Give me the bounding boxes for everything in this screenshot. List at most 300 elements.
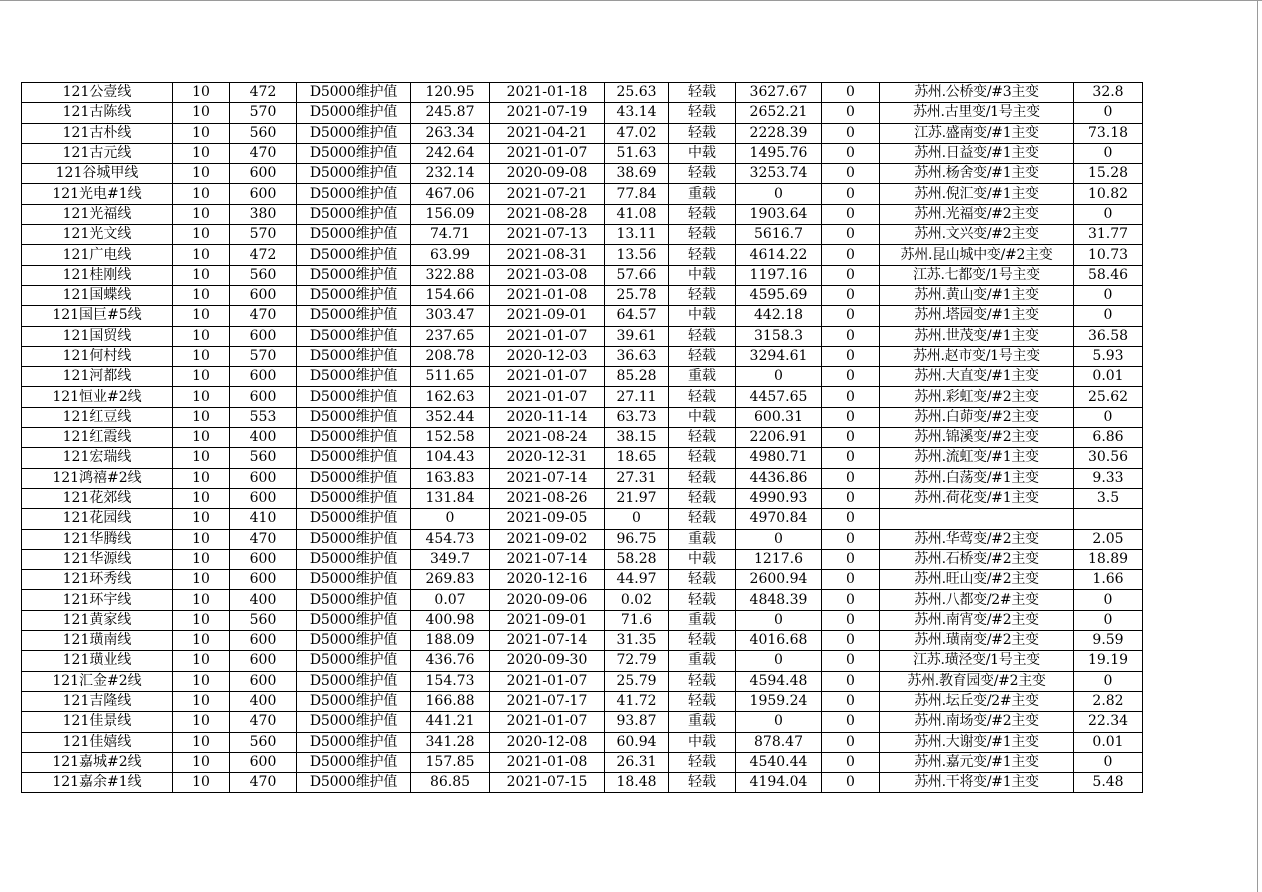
line-name-cell: 121吉隆线	[22, 691, 173, 711]
voltage-cell: 10	[173, 773, 230, 793]
date-cell: 2021-07-13	[490, 225, 605, 245]
remaining-cell: 4595.69	[736, 285, 822, 305]
capacity-cell: 600	[230, 631, 297, 651]
remaining-cell: 4457.65	[736, 387, 822, 407]
value-cell: 74.71	[411, 225, 490, 245]
date-cell: 2021-01-08	[490, 285, 605, 305]
capacity-cell: 600	[230, 752, 297, 772]
voltage-cell: 10	[173, 184, 230, 204]
value-cell: 104.43	[411, 448, 490, 468]
ratio-cell: 39.61	[605, 326, 669, 346]
flag-cell: 0	[822, 346, 880, 366]
ratio-cell: 43.14	[605, 103, 669, 123]
value-cell: 467.06	[411, 184, 490, 204]
number-cell: 10.73	[1074, 245, 1143, 265]
flag-cell: 0	[822, 83, 880, 103]
substation-cell: 苏州.世茂变/#1主变	[880, 326, 1074, 346]
flag-cell: 0	[822, 752, 880, 772]
table-row	[22, 204, 1143, 224]
type-cell: D5000维护值	[297, 509, 411, 529]
flag-cell: 0	[822, 712, 880, 732]
table-row	[22, 367, 1143, 387]
voltage-cell: 10	[173, 326, 230, 346]
substation-cell: 江苏.七都变/1号主变	[880, 265, 1074, 285]
status-cell: 中载	[669, 143, 736, 163]
substation-cell: 苏州.坛丘变/2#主变	[880, 691, 1074, 711]
line-name-cell: 121华源线	[22, 549, 173, 569]
voltage-cell: 10	[173, 448, 230, 468]
ratio-cell: 93.87	[605, 712, 669, 732]
substation-cell: 苏州.华莺变/#2主变	[880, 529, 1074, 549]
value-cell: 232.14	[411, 164, 490, 184]
table-row	[22, 123, 1143, 143]
type-cell: D5000维护值	[297, 691, 411, 711]
value-cell: 352.44	[411, 407, 490, 427]
flag-cell: 0	[822, 265, 880, 285]
date-cell: 2021-07-14	[490, 549, 605, 569]
flag-cell: 0	[822, 590, 880, 610]
table-row	[22, 610, 1143, 630]
date-cell: 2021-07-19	[490, 103, 605, 123]
value-cell: 157.85	[411, 752, 490, 772]
type-cell: D5000维护值	[297, 468, 411, 488]
remaining-cell: 3294.61	[736, 346, 822, 366]
table-row	[22, 164, 1143, 184]
capacity-cell: 553	[230, 407, 297, 427]
value-cell: 269.83	[411, 570, 490, 590]
voltage-cell: 10	[173, 468, 230, 488]
ratio-cell: 47.02	[605, 123, 669, 143]
date-cell: 2021-01-07	[490, 326, 605, 346]
table-body	[22, 83, 1143, 793]
type-cell: D5000维护值	[297, 83, 411, 103]
table-row	[22, 590, 1143, 610]
flag-cell: 0	[822, 164, 880, 184]
substation-cell: 苏州.倪汇变/#1主变	[880, 184, 1074, 204]
value-cell: 436.76	[411, 651, 490, 671]
table-row	[22, 428, 1143, 448]
page-top-border	[0, 0, 1262, 1]
remaining-cell: 3158.3	[736, 326, 822, 346]
flag-cell: 0	[822, 143, 880, 163]
date-cell: 2021-07-14	[490, 468, 605, 488]
capacity-cell: 560	[230, 610, 297, 630]
line-name-cell: 121佳嬉线	[22, 732, 173, 752]
type-cell: D5000维护值	[297, 265, 411, 285]
capacity-cell: 600	[230, 326, 297, 346]
substation-cell: 苏州.公桥变/#3主变	[880, 83, 1074, 103]
status-cell: 中载	[669, 732, 736, 752]
type-cell: D5000维护值	[297, 306, 411, 326]
type-cell: D5000维护值	[297, 204, 411, 224]
substation-cell: 苏州.白茆变/#2主变	[880, 407, 1074, 427]
ratio-cell: 0.02	[605, 590, 669, 610]
line-name-cell: 121璜业线	[22, 651, 173, 671]
type-cell: D5000维护值	[297, 367, 411, 387]
remaining-cell: 442.18	[736, 306, 822, 326]
number-cell: 3.5	[1074, 488, 1143, 508]
ratio-cell: 13.56	[605, 245, 669, 265]
number-cell: 0	[1074, 671, 1143, 691]
table-row	[22, 752, 1143, 772]
voltage-cell: 10	[173, 610, 230, 630]
remaining-cell: 600.31	[736, 407, 822, 427]
flag-cell: 0	[822, 488, 880, 508]
capacity-cell: 400	[230, 590, 297, 610]
status-cell: 轻载	[669, 752, 736, 772]
line-name-cell: 121广电线	[22, 245, 173, 265]
flag-cell: 0	[822, 367, 880, 387]
voltage-cell: 10	[173, 306, 230, 326]
line-name-cell: 121汇金#2线	[22, 671, 173, 691]
table-row	[22, 712, 1143, 732]
remaining-cell: 4540.44	[736, 752, 822, 772]
table-row	[22, 245, 1143, 265]
flag-cell: 0	[822, 610, 880, 630]
number-cell: 6.86	[1074, 428, 1143, 448]
ratio-cell: 38.69	[605, 164, 669, 184]
flag-cell: 0	[822, 326, 880, 346]
number-cell: 22.34	[1074, 712, 1143, 732]
ratio-cell: 77.84	[605, 184, 669, 204]
status-cell: 重载	[669, 184, 736, 204]
flag-cell: 0	[822, 407, 880, 427]
voltage-cell: 10	[173, 732, 230, 752]
status-cell: 中载	[669, 265, 736, 285]
ratio-cell: 27.31	[605, 468, 669, 488]
status-cell: 中载	[669, 306, 736, 326]
remaining-cell: 1959.24	[736, 691, 822, 711]
substation-cell	[880, 509, 1074, 529]
status-cell: 轻载	[669, 468, 736, 488]
flag-cell: 0	[822, 671, 880, 691]
line-name-cell: 121嘉城#2线	[22, 752, 173, 772]
substation-cell: 苏州.大谢变/#1主变	[880, 732, 1074, 752]
status-cell: 重载	[669, 651, 736, 671]
flag-cell: 0	[822, 773, 880, 793]
number-cell: 2.82	[1074, 691, 1143, 711]
type-cell: D5000维护值	[297, 326, 411, 346]
type-cell: D5000维护值	[297, 488, 411, 508]
type-cell: D5000维护值	[297, 346, 411, 366]
voltage-cell: 10	[173, 488, 230, 508]
value-cell: 154.66	[411, 285, 490, 305]
line-name-cell: 121何村线	[22, 346, 173, 366]
capacity-cell: 470	[230, 143, 297, 163]
value-cell: 454.73	[411, 529, 490, 549]
line-name-cell: 121国巨#5线	[22, 306, 173, 326]
date-cell: 2021-01-08	[490, 752, 605, 772]
value-cell: 188.09	[411, 631, 490, 651]
capacity-cell: 470	[230, 712, 297, 732]
value-cell: 120.95	[411, 83, 490, 103]
ratio-cell: 21.97	[605, 488, 669, 508]
substation-cell: 苏州.嘉元变/#1主变	[880, 752, 1074, 772]
flag-cell: 0	[822, 509, 880, 529]
type-cell: D5000维护值	[297, 225, 411, 245]
table-row	[22, 306, 1143, 326]
value-cell: 341.28	[411, 732, 490, 752]
status-cell: 轻载	[669, 590, 736, 610]
date-cell: 2020-09-06	[490, 590, 605, 610]
number-cell: 0	[1074, 610, 1143, 630]
substation-cell: 苏州.赵市变/1号主变	[880, 346, 1074, 366]
remaining-cell: 4614.22	[736, 245, 822, 265]
value-cell: 322.88	[411, 265, 490, 285]
capacity-cell: 600	[230, 671, 297, 691]
table-row	[22, 488, 1143, 508]
capacity-cell: 600	[230, 488, 297, 508]
date-cell: 2021-07-17	[490, 691, 605, 711]
line-name-cell: 121环秀线	[22, 570, 173, 590]
remaining-cell: 2228.39	[736, 123, 822, 143]
line-name-cell: 121光文线	[22, 225, 173, 245]
status-cell: 轻载	[669, 225, 736, 245]
ratio-cell: 27.11	[605, 387, 669, 407]
flag-cell: 0	[822, 306, 880, 326]
table-row	[22, 651, 1143, 671]
voltage-cell: 10	[173, 631, 230, 651]
remaining-cell: 0	[736, 367, 822, 387]
capacity-cell: 470	[230, 773, 297, 793]
type-cell: D5000维护值	[297, 407, 411, 427]
capacity-cell: 600	[230, 285, 297, 305]
substation-cell: 苏州.黄山变/#1主变	[880, 285, 1074, 305]
flag-cell: 0	[822, 468, 880, 488]
capacity-cell: 600	[230, 164, 297, 184]
number-cell: 15.28	[1074, 164, 1143, 184]
line-name-cell: 121红霞线	[22, 428, 173, 448]
voltage-cell: 10	[173, 245, 230, 265]
ratio-cell: 18.48	[605, 773, 669, 793]
date-cell: 2021-08-28	[490, 204, 605, 224]
value-cell: 0.07	[411, 590, 490, 610]
value-cell: 263.34	[411, 123, 490, 143]
voltage-cell: 10	[173, 204, 230, 224]
line-name-cell: 121古陈线	[22, 103, 173, 123]
line-name-cell: 121谷城甲线	[22, 164, 173, 184]
status-cell: 重载	[669, 367, 736, 387]
number-cell: 0	[1074, 407, 1143, 427]
ratio-cell: 44.97	[605, 570, 669, 590]
line-name-cell: 121华腾线	[22, 529, 173, 549]
capacity-cell: 560	[230, 732, 297, 752]
number-cell: 9.33	[1074, 468, 1143, 488]
ratio-cell: 41.08	[605, 204, 669, 224]
number-cell: 0	[1074, 285, 1143, 305]
date-cell: 2021-01-07	[490, 367, 605, 387]
ratio-cell: 25.63	[605, 83, 669, 103]
capacity-cell: 570	[230, 225, 297, 245]
voltage-cell: 10	[173, 712, 230, 732]
number-cell: 9.59	[1074, 631, 1143, 651]
remaining-cell: 4990.93	[736, 488, 822, 508]
type-cell: D5000维护值	[297, 428, 411, 448]
status-cell: 轻载	[669, 387, 736, 407]
substation-cell: 苏州.文兴变/#2主变	[880, 225, 1074, 245]
capacity-cell: 600	[230, 651, 297, 671]
substation-cell: 苏州.塔园变/#1主变	[880, 306, 1074, 326]
flag-cell: 0	[822, 103, 880, 123]
value-cell: 400.98	[411, 610, 490, 630]
voltage-cell: 10	[173, 651, 230, 671]
ratio-cell: 36.63	[605, 346, 669, 366]
line-name-cell: 121环宇线	[22, 590, 173, 610]
status-cell: 轻载	[669, 631, 736, 651]
voltage-cell: 10	[173, 509, 230, 529]
number-cell: 0	[1074, 752, 1143, 772]
remaining-cell: 4194.04	[736, 773, 822, 793]
table-row	[22, 773, 1143, 793]
voltage-cell: 10	[173, 428, 230, 448]
substation-cell: 苏州.杨舍变/#1主变	[880, 164, 1074, 184]
value-cell: 63.99	[411, 245, 490, 265]
line-name-cell: 121恒业#2线	[22, 387, 173, 407]
ratio-cell: 85.28	[605, 367, 669, 387]
table-row	[22, 671, 1143, 691]
ratio-cell: 26.31	[605, 752, 669, 772]
value-cell: 245.87	[411, 103, 490, 123]
flag-cell: 0	[822, 225, 880, 245]
substation-cell: 苏州.旺山变/#2主变	[880, 570, 1074, 590]
remaining-cell: 1495.76	[736, 143, 822, 163]
substation-cell: 苏州.南宵变/#2主变	[880, 610, 1074, 630]
number-cell: 0	[1074, 204, 1143, 224]
number-cell: 1.66	[1074, 570, 1143, 590]
remaining-cell: 0	[736, 651, 822, 671]
remaining-cell: 878.47	[736, 732, 822, 752]
ratio-cell: 25.78	[605, 285, 669, 305]
number-cell: 0	[1074, 103, 1143, 123]
voltage-cell: 10	[173, 225, 230, 245]
substation-cell: 苏州.璜南变/#2主变	[880, 631, 1074, 651]
table-row	[22, 468, 1143, 488]
number-cell: 18.89	[1074, 549, 1143, 569]
date-cell: 2021-04-21	[490, 123, 605, 143]
number-cell: 0	[1074, 306, 1143, 326]
date-cell: 2021-07-21	[490, 184, 605, 204]
value-cell: 152.58	[411, 428, 490, 448]
status-cell: 重载	[669, 529, 736, 549]
capacity-cell: 400	[230, 691, 297, 711]
number-cell: 0	[1074, 590, 1143, 610]
date-cell: 2021-01-07	[490, 143, 605, 163]
table-row	[22, 265, 1143, 285]
substation-cell: 苏州.荷花变/#1主变	[880, 488, 1074, 508]
ratio-cell: 58.28	[605, 549, 669, 569]
flag-cell: 0	[822, 570, 880, 590]
substation-cell: 苏州.大直变/#1主变	[880, 367, 1074, 387]
remaining-cell: 0	[736, 712, 822, 732]
type-cell: D5000维护值	[297, 610, 411, 630]
line-name-cell: 121花园线	[22, 509, 173, 529]
line-name-cell: 121桂刚线	[22, 265, 173, 285]
status-cell: 重载	[669, 712, 736, 732]
value-cell: 303.47	[411, 306, 490, 326]
type-cell: D5000维护值	[297, 143, 411, 163]
date-cell: 2021-01-07	[490, 387, 605, 407]
substation-cell: 苏州.南场变/#2主变	[880, 712, 1074, 732]
line-name-cell: 121公壹线	[22, 83, 173, 103]
capacity-cell: 410	[230, 509, 297, 529]
type-cell: D5000维护值	[297, 631, 411, 651]
remaining-cell: 1197.16	[736, 265, 822, 285]
status-cell: 重载	[669, 610, 736, 630]
table-row	[22, 509, 1143, 529]
ratio-cell: 63.73	[605, 407, 669, 427]
ratio-cell: 25.79	[605, 671, 669, 691]
value-cell: 511.65	[411, 367, 490, 387]
date-cell: 2021-01-18	[490, 83, 605, 103]
capacity-cell: 600	[230, 468, 297, 488]
ratio-cell: 64.57	[605, 306, 669, 326]
remaining-cell: 2600.94	[736, 570, 822, 590]
line-name-cell: 121花郊线	[22, 488, 173, 508]
value-cell: 163.83	[411, 468, 490, 488]
date-cell: 2021-07-15	[490, 773, 605, 793]
date-cell: 2021-08-26	[490, 488, 605, 508]
capacity-cell: 472	[230, 83, 297, 103]
flag-cell: 0	[822, 428, 880, 448]
table-row	[22, 549, 1143, 569]
date-cell: 2021-09-02	[490, 529, 605, 549]
substation-cell: 苏州.昆山城中变/#2主变	[880, 245, 1074, 265]
number-cell: 2.05	[1074, 529, 1143, 549]
flag-cell: 0	[822, 529, 880, 549]
voltage-cell: 10	[173, 671, 230, 691]
substation-cell: 苏州.日益变/#1主变	[880, 143, 1074, 163]
remaining-cell: 1217.6	[736, 549, 822, 569]
table-row	[22, 83, 1143, 103]
flag-cell: 0	[822, 448, 880, 468]
capacity-cell: 560	[230, 265, 297, 285]
type-cell: D5000维护值	[297, 549, 411, 569]
voltage-cell: 10	[173, 691, 230, 711]
line-name-cell: 121光电#1线	[22, 184, 173, 204]
date-cell: 2021-08-24	[490, 428, 605, 448]
remaining-cell: 4980.71	[736, 448, 822, 468]
type-cell: D5000维护值	[297, 671, 411, 691]
number-cell: 31.77	[1074, 225, 1143, 245]
ratio-cell: 38.15	[605, 428, 669, 448]
number-cell: 0.01	[1074, 367, 1143, 387]
flag-cell: 0	[822, 285, 880, 305]
status-cell: 轻载	[669, 570, 736, 590]
table-row	[22, 326, 1143, 346]
date-cell: 2020-12-08	[490, 732, 605, 752]
line-name-cell: 121古朴线	[22, 123, 173, 143]
ratio-cell: 41.72	[605, 691, 669, 711]
voltage-cell: 10	[173, 265, 230, 285]
ratio-cell: 0	[605, 509, 669, 529]
ratio-cell: 13.11	[605, 225, 669, 245]
substation-cell: 苏州.白荡变/#1主变	[880, 468, 1074, 488]
status-cell: 中载	[669, 407, 736, 427]
type-cell: D5000维护值	[297, 651, 411, 671]
remaining-cell: 0	[736, 184, 822, 204]
type-cell: D5000维护值	[297, 773, 411, 793]
date-cell: 2020-09-30	[490, 651, 605, 671]
capacity-cell: 570	[230, 346, 297, 366]
flag-cell: 0	[822, 691, 880, 711]
number-cell: 19.19	[1074, 651, 1143, 671]
table-row	[22, 387, 1143, 407]
voltage-cell: 10	[173, 529, 230, 549]
type-cell: D5000维护值	[297, 732, 411, 752]
capacity-cell: 560	[230, 448, 297, 468]
status-cell: 轻载	[669, 326, 736, 346]
table-row	[22, 103, 1143, 123]
